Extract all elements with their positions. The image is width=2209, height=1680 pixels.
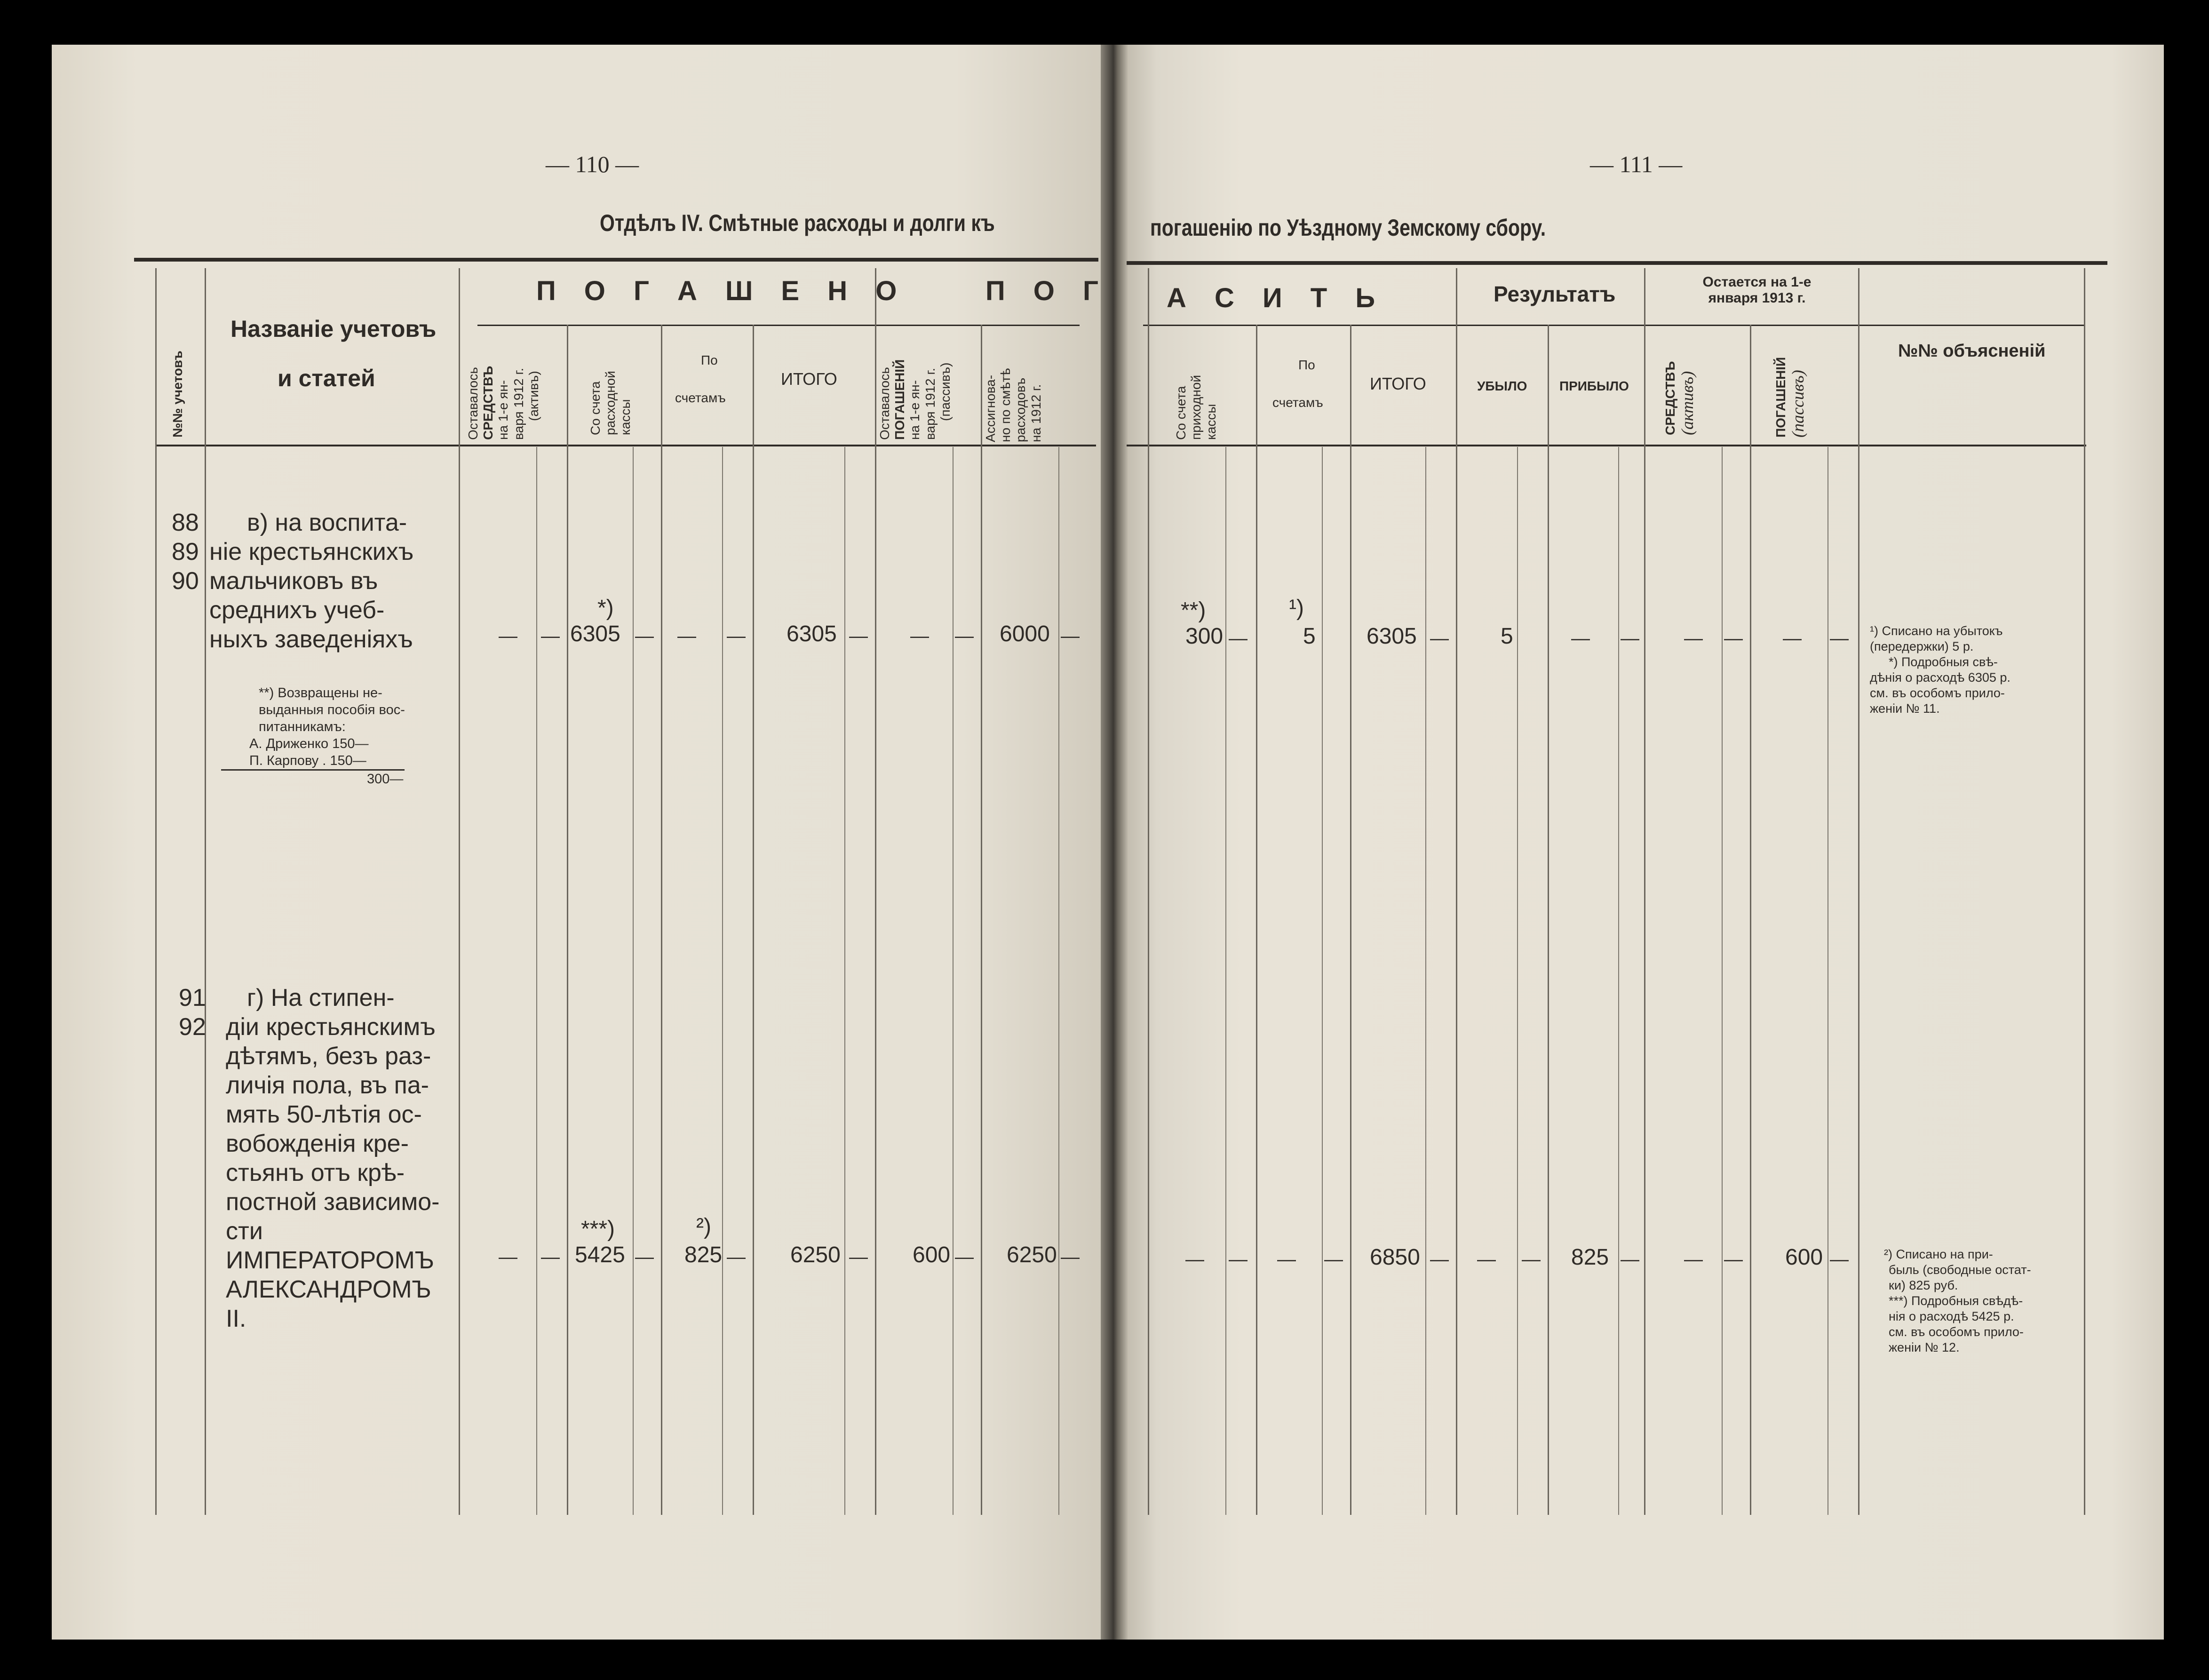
row1-dash: — <box>849 626 868 646</box>
col-rule <box>1858 268 1859 1515</box>
col-rule <box>844 447 845 1515</box>
header-text: на 1-е ян- <box>496 380 511 440</box>
row2-total: 6250 <box>790 1242 841 1267</box>
row-number: 89 <box>172 538 199 565</box>
header-text: на 1-е ян- <box>907 380 922 440</box>
header-text: варя 1912 г. <box>922 368 938 440</box>
page-number-right: — 111 — <box>1590 151 1683 177</box>
header-text: кассы <box>618 399 633 435</box>
col-rule <box>1322 447 1323 1515</box>
row1-dash: — <box>1621 628 1639 649</box>
note-line: выданныя пособія вос- <box>259 702 405 717</box>
explanation-line: (передержки) 5 р. <box>1870 639 1974 653</box>
header-text: (пассивъ) <box>938 362 953 421</box>
row1-by-accounts-right: 5 <box>1303 624 1316 649</box>
row-name-line: ніе крестьянскихъ <box>209 538 414 565</box>
explanation-line: дѣнія о расходѣ 6305 р. <box>1870 670 2010 685</box>
header-text: Ассигнова- <box>983 374 998 442</box>
row1-dash: — <box>1061 626 1080 646</box>
row1-expense-mark: *) <box>597 596 614 621</box>
col-rule <box>1256 325 1257 1515</box>
row2-from-expense: 5425 <box>575 1242 625 1267</box>
col-rule <box>1548 325 1549 1515</box>
explanation-line: женіи № 12. <box>1889 1340 1960 1354</box>
explanation-line: быль (свободные остат- <box>1889 1263 2031 1277</box>
header-explanations: №№ объясненій <box>1898 341 2046 361</box>
header-text: кассы <box>1204 404 1219 440</box>
col-rule <box>722 447 723 1515</box>
col-rule <box>953 447 954 1515</box>
row2-accounts-mark: ²) <box>696 1214 711 1239</box>
row2-decreased: — <box>1477 1249 1496 1270</box>
row2-dash: — <box>955 1247 974 1267</box>
row-name-line: стьянъ отъ крѣ- <box>226 1159 405 1186</box>
row1-dash: — <box>727 626 746 646</box>
header-name-line2: и статей <box>278 365 375 391</box>
header-assigned-estimate <box>983 368 1044 442</box>
row1-name <box>209 508 454 654</box>
row-number: 90 <box>172 567 199 595</box>
explanation-line: ки) 825 руб. <box>1889 1278 1958 1292</box>
header-text: Остается на 1-е <box>1702 274 1812 290</box>
note-line: А. Дриженко 150— <box>249 736 369 751</box>
row1-from-income: 300 <box>1185 624 1224 649</box>
row2-dash: — <box>1324 1249 1343 1270</box>
explanation-line: см. въ особомъ прило- <box>1870 686 2005 700</box>
header-funds <box>1663 361 1698 435</box>
header-from-income-cash <box>1174 375 1219 440</box>
row1-remain-funds: — <box>499 626 517 646</box>
row-name-line: АЛЕКСАНДРОМЪ II. <box>226 1276 431 1332</box>
row2-dash: — <box>727 1247 746 1267</box>
header-bottom-rule-right <box>1127 445 2086 446</box>
row-number: 88 <box>172 509 199 536</box>
col-rule <box>1644 268 1645 1515</box>
row2-dash: — <box>1430 1249 1449 1270</box>
col-rule <box>1618 447 1619 1515</box>
row2-explanation <box>1879 1247 2082 1355</box>
header-repay <box>1773 357 1808 438</box>
note-line: 300— <box>367 772 404 787</box>
explanation-line: ¹) Списано на убытокъ <box>1870 624 2003 638</box>
row1-remain-repay: — <box>910 626 929 646</box>
explanation-line: нія о расходѣ 5425 р. <box>1889 1309 2014 1323</box>
row2-dash: — <box>635 1247 654 1267</box>
header-text: СРЕДСТВЪ <box>481 366 496 440</box>
header-total-1: ИТОГО <box>781 369 837 389</box>
header-text: (активъ) <box>1678 371 1697 435</box>
row1-total: 6305 <box>787 621 837 646</box>
header-pog: П О Г <box>985 276 1109 306</box>
col-rule <box>875 268 876 1515</box>
col-rule <box>1425 447 1426 1515</box>
col-rule <box>567 325 568 1515</box>
row2-repay-remain: 600 <box>1785 1245 1823 1270</box>
row1-assigned: 6000 <box>1000 621 1050 646</box>
header-text: на 1912 г. <box>1028 384 1043 442</box>
row2-by-accounts: 825 <box>684 1242 723 1267</box>
header-bottom-rule-left <box>155 445 1096 446</box>
row-name-line: мять 50-лѣтія ос- <box>226 1101 422 1128</box>
row1-increased: — <box>1571 628 1590 649</box>
explanation-line: см. въ особомъ прило- <box>1889 1325 2024 1339</box>
col-rule <box>1750 325 1751 1515</box>
row1-dash: — <box>1229 628 1248 649</box>
header-subrule-right <box>1143 325 2084 326</box>
explanation-line: *) Подробныя свѣ- <box>1889 655 1998 669</box>
row2-name <box>226 983 452 1333</box>
header-text: января 1913 г. <box>1708 290 1806 306</box>
col-rule <box>753 325 754 1515</box>
row-name-line: среднихъ учеб- <box>209 597 385 624</box>
row1-footnote <box>221 685 447 788</box>
header-by-accounts-2b: счетамъ <box>1272 395 1323 410</box>
row2-dash: — <box>1724 1249 1743 1270</box>
row-name-line: дѣтямъ, безъ раз- <box>226 1043 431 1070</box>
row-name-line: г) На стипен- <box>247 984 395 1011</box>
row1-account-numbers <box>172 508 199 596</box>
note-line: питанникамъ: <box>259 719 346 734</box>
header-text: варя 1912 г. <box>511 368 526 440</box>
row2-funds-remain: — <box>1684 1249 1703 1270</box>
page-number-left: — 110 — <box>546 151 639 177</box>
row2-dash: — <box>1229 1249 1248 1270</box>
col-rule <box>661 325 662 1515</box>
col-rule <box>1517 447 1518 1515</box>
col-rule <box>155 268 157 1515</box>
header-text: приходной <box>1189 374 1204 440</box>
row1-accounts-mark: ¹) <box>1289 596 1304 621</box>
row2-assigned: 6250 <box>1007 1242 1057 1267</box>
header-by-accounts-1b: счетамъ <box>675 390 726 405</box>
row1-dash: — <box>1430 628 1449 649</box>
table-top-rule-right <box>1127 261 2107 265</box>
explanation-line: женіи № 11. <box>1870 701 1940 716</box>
header-name-line1: Названіе учетовъ <box>230 316 437 342</box>
header-text: (пассивъ) <box>1788 370 1808 438</box>
header-text: расходной <box>603 371 618 435</box>
section-title-right: погашенію по Уѣздному Земскому сбору. <box>1150 215 1546 241</box>
row1-dash: — <box>541 626 560 646</box>
col-rule <box>1456 268 1457 1515</box>
col-rule <box>1058 447 1059 1515</box>
table-top-rule-left <box>134 258 1098 262</box>
header-asit: А С И Т Ь <box>1167 283 1386 313</box>
header-decreased: УБЫЛО <box>1477 379 1527 393</box>
col-rule <box>1722 447 1723 1515</box>
header-remains <box>1684 274 1830 306</box>
row-name-line: личія пола, въ па- <box>226 1072 429 1099</box>
header-text: Со счета <box>1174 386 1188 440</box>
row1-from-expense: 6305 <box>570 621 620 646</box>
header-total-2: ИТОГО <box>1370 374 1426 393</box>
row2-dash: — <box>541 1247 560 1267</box>
row2-remain-funds: — <box>499 1247 517 1267</box>
header-text: (активъ) <box>526 371 541 421</box>
row1-income-mark: **) <box>1181 598 1206 623</box>
header-result: Результатъ <box>1494 282 1616 306</box>
row1-dash: — <box>635 626 654 646</box>
note-line: **) Возвращены не- <box>259 685 382 701</box>
explanation-line: ***) Подробныя свѣдѣ- <box>1889 1294 2023 1308</box>
header-text: Оставалось <box>877 367 892 440</box>
header-text: ПОГАШЕНІЙ <box>1773 357 1788 438</box>
row-name-line: сти ИМПЕРАТОРОМЪ <box>226 1218 434 1274</box>
header-pogasheno: П О Г А Ш Е Н О <box>536 276 907 306</box>
row-name-line: постной зависимо- <box>226 1188 440 1216</box>
row2-total-right: 6850 <box>1370 1245 1420 1270</box>
explanation-line: ²) Списано на при- <box>1884 1247 1993 1261</box>
col-rule <box>2084 268 2085 1515</box>
row-name-line: вобожденія кре- <box>226 1130 409 1157</box>
section-title-left: Отдѣлъ IV. Смѣтные расходы и долги къ <box>600 210 995 236</box>
header-text: Со счета <box>588 381 603 435</box>
header-text: СРЕДСТВЪ <box>1663 361 1677 435</box>
col-rule <box>1148 268 1149 1515</box>
row2-dash: — <box>849 1247 868 1267</box>
header-by-accounts-2a: По <box>1298 358 1315 372</box>
header-from-expense-cash <box>588 371 634 435</box>
header-text: расходовъ <box>1013 377 1028 442</box>
row1-dash: — <box>1724 628 1743 649</box>
col-rule <box>536 447 537 1515</box>
col-rule <box>1350 325 1351 1515</box>
col-rule <box>633 447 634 1515</box>
row2-remain-repay: 600 <box>913 1242 951 1267</box>
row2-from-income: — <box>1185 1249 1204 1270</box>
row-name-line: в) на воспита- <box>247 509 407 536</box>
col-rule <box>1225 447 1226 1515</box>
col-rule <box>981 325 982 1515</box>
row1-dash: — <box>1830 628 1849 649</box>
col-rule <box>459 268 460 1515</box>
row-name-line: діи крестьянскимъ <box>226 1013 436 1041</box>
header-text: Оставалось <box>466 367 480 440</box>
row1-repay-remain: — <box>1783 628 1802 649</box>
row1-total-right: 6305 <box>1367 624 1417 649</box>
row-number: 91 <box>179 984 206 1011</box>
row2-account-numbers <box>179 983 206 1042</box>
row2-by-accounts-right: — <box>1277 1249 1296 1270</box>
row2-dash: — <box>1830 1249 1849 1270</box>
header-remaining-funds <box>466 366 541 440</box>
row2-dash: — <box>1621 1249 1639 1270</box>
row1-by-accounts: — <box>677 626 696 646</box>
row2-dash: — <box>1522 1249 1541 1270</box>
header-text: ПОГАШЕНІЙ <box>892 359 907 440</box>
row1-explanation <box>1870 623 2077 717</box>
header-text: но по смѣтѣ <box>998 368 1013 442</box>
header-remaining-repayments <box>877 359 953 440</box>
note-line: П. Карпову . 150— <box>221 752 405 771</box>
row1-dash: — <box>955 626 974 646</box>
row-name-line: ныхъ заведеніяхъ <box>209 626 413 653</box>
row2-increased: 825 <box>1571 1245 1609 1270</box>
row-number: 92 <box>179 1013 206 1041</box>
row1-decreased: 5 <box>1501 624 1513 649</box>
header-increased: ПРИБЫЛО <box>1559 379 1629 393</box>
header-by-accounts-1a: По <box>701 353 718 367</box>
row2-expense-mark: ***) <box>581 1217 615 1242</box>
row2-dash: — <box>1061 1247 1080 1267</box>
header-account-numbers: №№ учетовъ <box>170 350 185 438</box>
row1-funds-remain: — <box>1684 628 1703 649</box>
row-name-line: мальчиковъ въ <box>209 567 378 595</box>
col-rule <box>205 268 206 1515</box>
